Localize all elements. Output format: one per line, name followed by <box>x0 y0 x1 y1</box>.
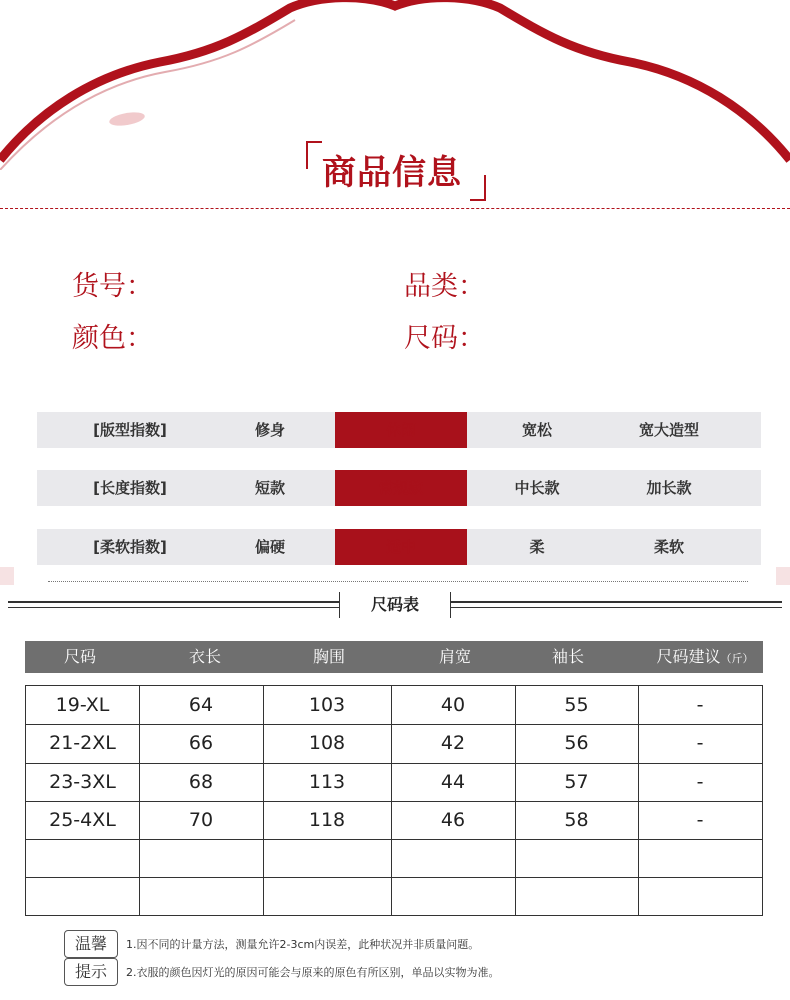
field-category: 品类： <box>404 271 485 302</box>
title-divider <box>0 208 790 209</box>
advice-header-label: 尺码建议 <box>656 647 721 666</box>
index-option: 宽松 <box>521 421 552 439</box>
index-option-selected: 适中 <box>335 529 467 565</box>
bracket-bottom-right <box>470 175 486 201</box>
field-size: 尺码： <box>404 323 485 354</box>
table-cell: 64 <box>188 694 214 716</box>
table-cell: 68 <box>188 771 214 793</box>
table-cell: 70 <box>188 809 214 831</box>
table-cell <box>263 877 391 915</box>
table-cell: 23-3XL <box>49 771 116 793</box>
bracket-top-left <box>306 141 322 169</box>
table-cell: 21-2XL <box>49 732 116 754</box>
size-table-header <box>25 641 763 673</box>
index-name: [版型指数] <box>93 421 167 439</box>
fit-index-bar <box>37 412 761 448</box>
index-option-selected: 休闲 <box>335 412 467 448</box>
size-table <box>25 685 763 916</box>
decorative-side-mark <box>776 567 790 585</box>
table-cell <box>391 877 515 915</box>
table-cell: - <box>696 809 704 831</box>
table-cell: 55 <box>564 694 589 716</box>
index-option: 柔 <box>529 538 545 556</box>
table-cell <box>139 839 263 877</box>
length-index-bar <box>37 470 761 506</box>
title-block <box>306 135 486 201</box>
table-cell: 25-4XL <box>49 809 116 831</box>
table-cell <box>263 839 391 877</box>
table-cell <box>26 839 139 877</box>
page-title: 商品信息 <box>322 153 462 193</box>
column-header: 衣长 <box>188 647 221 666</box>
index-name: [长度指数] <box>93 479 167 497</box>
note-item: 1.因不同的计量方法，测量允许2-3cm内误差，此种状况并非质量问题。 <box>126 938 480 951</box>
index-option-selected: 常规款 <box>335 470 467 506</box>
heading-rule <box>449 601 782 603</box>
table-cell <box>638 877 762 915</box>
index-option: 柔软 <box>653 538 684 556</box>
table-cell <box>515 839 638 877</box>
table-cell: - <box>696 732 704 754</box>
heading-rule <box>449 607 782 608</box>
table-cell <box>391 839 515 877</box>
column-header: 袖长 <box>551 647 584 666</box>
column-header: 胸围 <box>312 647 345 666</box>
table-cell: 108 <box>308 732 346 754</box>
decorative-side-mark <box>0 567 14 585</box>
table-cell: - <box>696 694 704 716</box>
size-table-title: 尺码表 <box>339 592 451 618</box>
dotted-divider <box>48 581 748 582</box>
tip-badge-bottom: 提示 <box>64 958 118 986</box>
table-cell: 56 <box>564 732 589 754</box>
tip-badge-top: 温馨 <box>64 930 118 958</box>
table-cell <box>638 839 762 877</box>
index-option: 短款 <box>254 479 285 497</box>
table-cell: 44 <box>440 771 466 793</box>
softness-index-bar <box>37 529 761 565</box>
advice-unit: （斤） <box>720 652 754 665</box>
heading-rule <box>8 601 339 603</box>
index-option: 加长款 <box>646 479 692 497</box>
index-option: 宽大造型 <box>638 421 699 439</box>
table-cell <box>515 877 638 915</box>
table-cell: 66 <box>188 732 214 754</box>
note-item: 2.衣服的颜色因灯光的原因可能会与原来的原色有所区别，单品以实物为准。 <box>126 966 500 979</box>
column-header: 肩宽 <box>438 647 471 666</box>
table-cell: 113 <box>308 771 346 793</box>
table-cell: 118 <box>308 809 346 831</box>
column-header-advice <box>643 641 767 673</box>
table-cell: 46 <box>440 809 466 831</box>
field-item-number: 货号： <box>72 271 153 302</box>
table-cell <box>139 877 263 915</box>
index-option: 修身 <box>254 421 285 439</box>
index-option: 偏硬 <box>254 538 285 556</box>
table-cell: 42 <box>440 732 466 754</box>
heading-rule <box>8 607 339 608</box>
table-cell: 19-XL <box>55 694 110 716</box>
index-name: [柔软指数] <box>93 538 167 556</box>
table-cell: 103 <box>308 694 346 716</box>
field-color: 颜色： <box>72 323 153 354</box>
index-option: 中长款 <box>514 479 560 497</box>
table-cell <box>26 877 139 915</box>
table-cell: 57 <box>564 771 589 793</box>
column-header: 尺码 <box>63 647 96 666</box>
table-cell: - <box>696 771 704 793</box>
table-cell: 40 <box>440 694 466 716</box>
table-cell: 58 <box>564 809 589 831</box>
